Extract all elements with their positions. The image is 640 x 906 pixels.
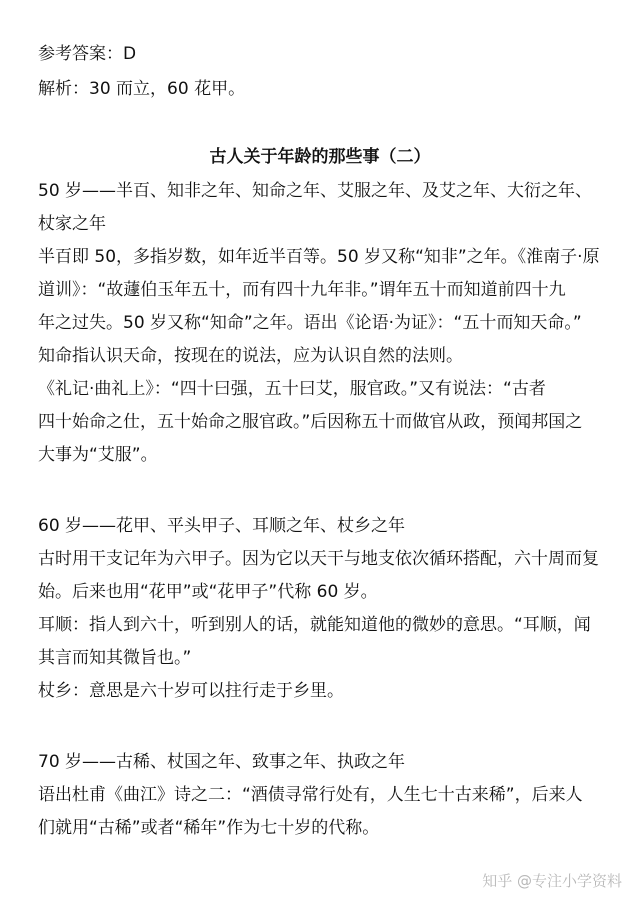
explanation-line: 解析：30 而立，60 花甲。 — [38, 79, 246, 99]
paragraph-line: 始。后来也用“花甲”或“花甲子”代称 60 岁。 — [38, 582, 378, 602]
paragraph-line: 们就用“古稀”或者“稀年”作为七十岁的代称。 — [38, 818, 380, 838]
heading-line: 杖家之年 — [38, 214, 106, 234]
section-70-heading: 70 岁——古稀、杖国之年、致事之年、执政之年 — [38, 752, 406, 772]
answer-line: 参考答案：D — [38, 44, 137, 64]
section-title: 古人关于年龄的那些事（二） — [209, 147, 431, 167]
paragraph-line: 语出杜甫《曲江》诗之二：“酒债寻常行处有，人生七十古来稀”，后来人 — [38, 785, 583, 805]
heading-line: 50 岁——半百、知非之年、知命之年、艾服之年、及艾之年、大衍之年、 — [38, 181, 593, 201]
paragraph-line: 年之过失。50 岁又称“知命”之年。语出《论语·为证》：“五十而知天命。” — [38, 313, 582, 333]
paragraph-line: 知命指认识天命，按现在的说法，应为认识自然的法则。 — [38, 346, 463, 366]
paragraph-line: 其言而知其微旨也。” — [38, 648, 192, 668]
paragraph-line: 大事为“艾服”。 — [38, 445, 158, 465]
paragraph-line: 古时用干支记年为六甲子。因为它以天干与地支依次循环搭配，六十周而复 — [38, 549, 599, 569]
paragraph-line: 道训》：“故蘧伯玉年五十，而有四十九年非。”谓年五十而知道前四十九 — [38, 280, 566, 300]
watermark: 知乎 @专注小学资料 — [482, 872, 622, 890]
paragraph-line: 半百即 50，多指岁数，如年近半百等。50 岁又称“知非”之年。《淮南子·原 — [38, 247, 600, 267]
section-60-paragraph-3: 杖乡：意思是六十岁可以拄行走于乡里。 — [38, 681, 344, 701]
section-60-heading: 60 岁——花甲、平头甲子、耳顺之年、杖乡之年 — [38, 516, 406, 536]
paragraph-line: 四十始命之仕，五十始命之服官政。”后因称五十而做官从政，预闻邦国之 — [38, 412, 583, 432]
paragraph-line: 《礼记·曲礼上》：“四十曰强，五十曰艾，服官政。”又有说法：“古者 — [38, 379, 546, 399]
paragraph-line: 耳顺：指人到六十，听到别人的话，就能知道他的微妙的意思。“耳顺，闻 — [38, 615, 591, 635]
